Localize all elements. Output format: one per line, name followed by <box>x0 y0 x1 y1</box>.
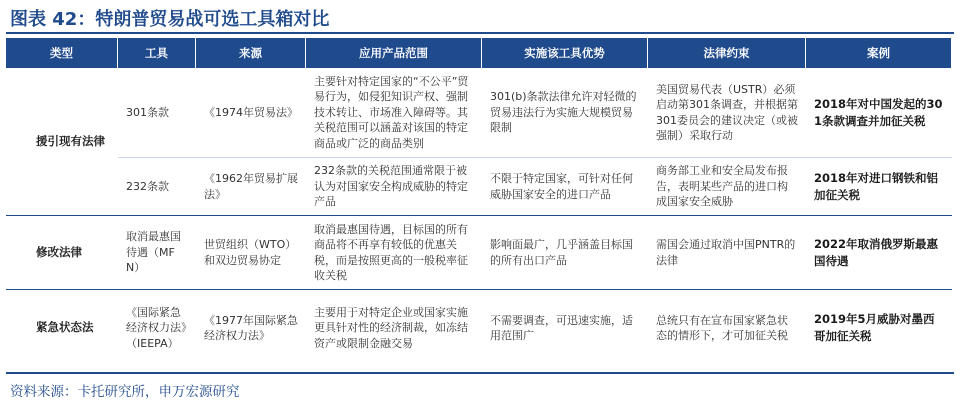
constraint-cell: 总统只有在宣布国家紧急状态的情形下，才可加征关税 <box>656 313 788 342</box>
table-grid <box>6 38 952 366</box>
category-cell: 修改法律 <box>6 216 118 290</box>
figure-title: 图表 42：特朗普贸易战可选工具箱对比 <box>10 9 330 30</box>
category-cell: 援引现有法律 <box>6 68 118 216</box>
source-note: 资料来源：卡托研究所，申万宏源研究 <box>6 372 954 406</box>
source-cell: 《1977年国际紧急经济权力法》 <box>204 313 298 342</box>
header-constraint: 法律约束 <box>648 38 806 68</box>
case-cell: 2018年对进口钢铁和铝加征关税 <box>806 158 952 216</box>
scope-cell: 主要针对特定国家的“不公平”贸易行为，如侵犯知识产权、强制技术转让、市场准入障碍等。其关税范围可以涵盖对该国的特定商品或广泛的商品类别 <box>306 68 482 158</box>
header-advantage: 实施该工具优势 <box>482 38 648 68</box>
tool-cell: 《国际紧急经济权力法》（IEEPA） <box>126 305 187 350</box>
constraint-cell: 需国会通过取消中国PNTR的法律 <box>648 216 806 290</box>
tool-cell: 取消最惠国待遇（MFN） <box>118 216 196 290</box>
case-cell: 2019年5月威胁对墨西哥加征关税 <box>814 312 935 343</box>
scope-cell: 主要用于对特定企业或国家实施更具针对性的经济制裁，如冻结资产或限制金融交易 <box>314 305 468 350</box>
advantage-cell: 不限于特定国家，可针对任何威胁国家安全的进口产品 <box>482 158 648 216</box>
header-case: 案例 <box>806 38 952 68</box>
header-tool: 工具 <box>118 38 196 68</box>
comparison-table <box>6 38 952 372</box>
constraint-cell: 美国贸易代表（USTR）必须启动第301条调查，并根据第301委员会的建议决定（或被强制）采取行动 <box>648 68 806 158</box>
category-cell: 紧急状态法 <box>36 320 94 335</box>
source-cell: 世贸组织（WTO）和双边贸易协定 <box>196 216 306 290</box>
case-cell: 2018年对中国发起的301条款调查并加征关税 <box>806 68 952 158</box>
header-type: 类型 <box>6 38 118 68</box>
header-scope: 应用产品范围 <box>306 38 482 68</box>
source-cell: 《1962年贸易扩展法》 <box>196 158 306 216</box>
header-source: 来源 <box>196 38 306 68</box>
tool-cell: 232条款 <box>118 158 196 216</box>
figure-title-bar <box>6 4 954 34</box>
advantage-cell: 301(b)条款法律允许对轻微的贸易违法行为实施大规模贸易限制 <box>482 68 648 158</box>
source-cell: 《1974年贸易法》 <box>196 68 306 158</box>
advantage-cell: 影响面最广，几乎涵盖目标国的所有出口产品 <box>482 216 648 290</box>
scope-cell: 取消最惠国待遇，目标国的所有商品将不再享有较低的优惠关税，而是按照更高的一般税率征收关税 <box>306 216 482 290</box>
constraint-cell: 商务部工业和安全局发布报告，表明某些产品的进口构成国家安全威胁 <box>648 158 806 216</box>
advantage-cell: 不需要调查，可迅速实施，适用范围广 <box>490 313 633 342</box>
scope-cell: 232条款的关税范围通常限于被认为对国家安全构成威胁的特定产品 <box>306 158 482 216</box>
tool-cell: 301条款 <box>118 68 196 158</box>
case-cell: 2022年取消俄罗斯最惠国待遇 <box>806 216 952 290</box>
